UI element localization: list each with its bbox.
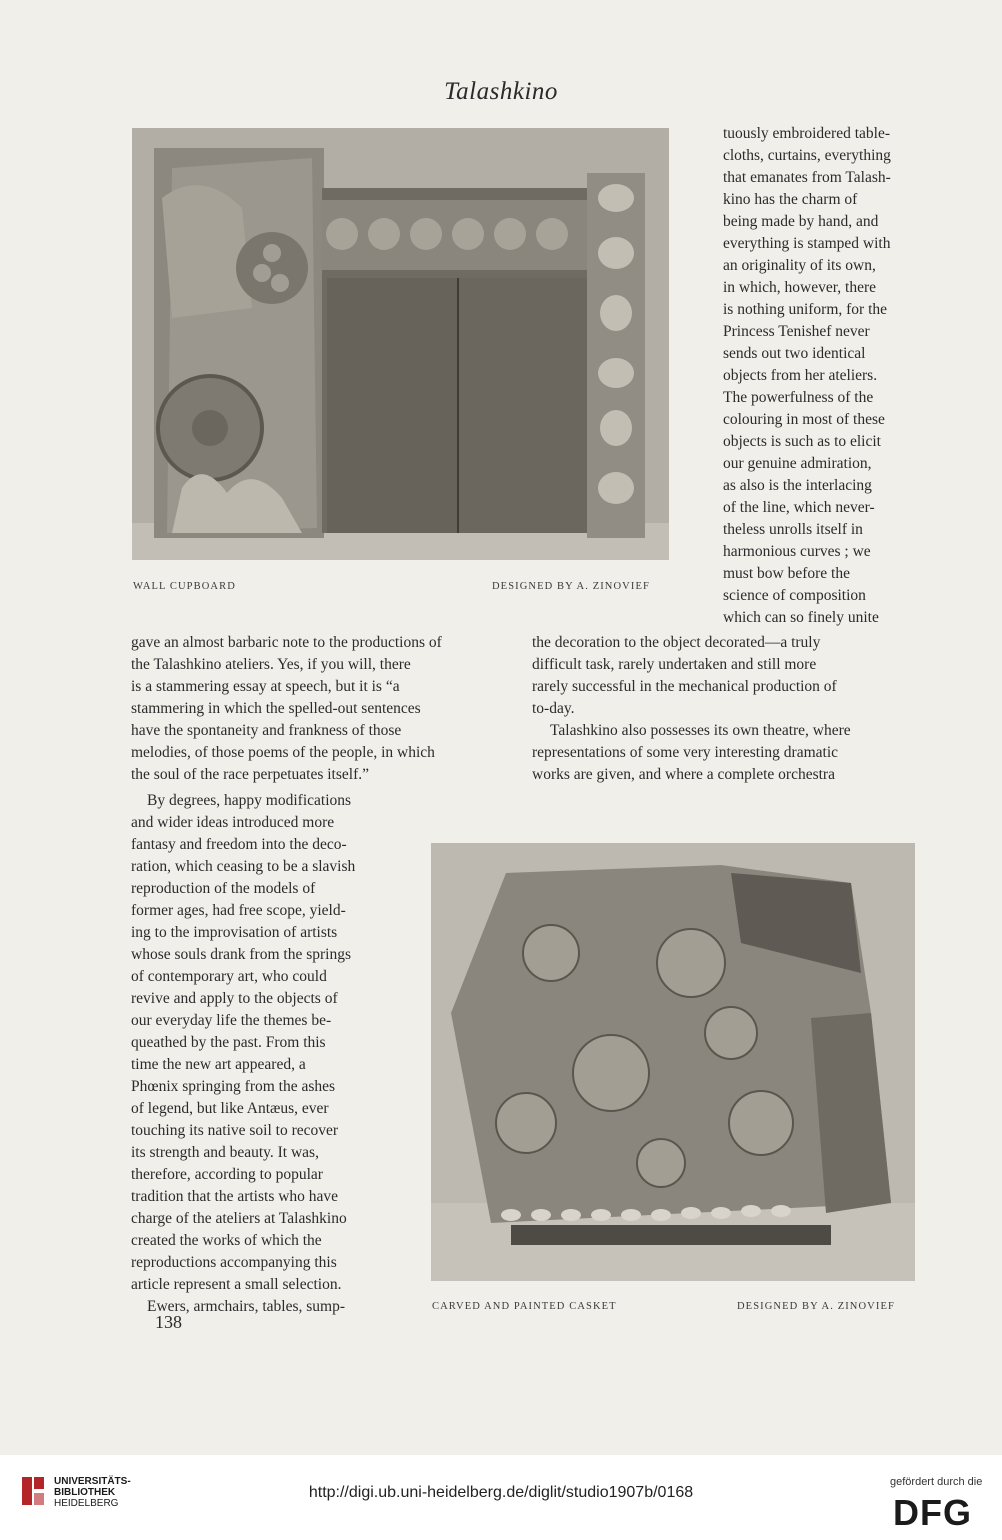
text-line: in which, however, there	[723, 279, 877, 296]
text-line: that emanates from Talash-	[723, 169, 891, 186]
text-line: harmonious curves ; we	[723, 543, 871, 560]
text-line: and wider ideas introduced more	[131, 814, 335, 831]
figure-1-caption-right: DESIGNED BY A. ZINOVIEF	[492, 581, 650, 592]
text-line: its strength and beauty. It was,	[131, 1144, 319, 1161]
text-line: whose souls drank from the springs	[131, 946, 351, 963]
text-line: Phœnix springing from the ashes	[131, 1078, 336, 1095]
text-line: reproductions accompanying this	[131, 1254, 337, 1271]
text-line: time the new art appeared, a	[131, 1056, 306, 1073]
text-line: works are given, and where a complete orchestra	[532, 766, 835, 783]
text-line: objects from her ateliers.	[723, 367, 878, 384]
text-line: Princess Tenishef never	[723, 323, 870, 340]
text-line: is nothing uniform, for the	[723, 301, 888, 318]
text-line: of the line, which never-	[723, 499, 875, 516]
text-line: science of composition	[723, 587, 866, 604]
text-line: being made by hand, and	[723, 213, 879, 230]
text-line: Ewers, armchairs, tables, sump-	[147, 1298, 345, 1315]
library-name-line: UNIVERSITÄTS-	[54, 1476, 131, 1487]
text-line: colouring in most of these	[723, 411, 885, 428]
text-line: article represent a small selection.	[131, 1276, 342, 1293]
page-number: 138	[155, 1312, 182, 1332]
source-url-link[interactable]: http://digi.ub.uni-heidelberg.de/diglit/studio1907b/0168	[308, 1484, 694, 1501]
figure-1-caption-left: WALL CUPBOARD	[133, 581, 236, 592]
text-line: former ages, had free scope, yield-	[131, 902, 346, 919]
text-line: the decoration to the object decorated—a truly	[532, 634, 821, 651]
text-line: our genuine admiration,	[723, 455, 872, 472]
text-line: revive and apply to the objects of	[131, 990, 338, 1007]
text-line: as also is the interlacing	[723, 477, 872, 494]
text-line: an originality of its own,	[723, 257, 876, 274]
left-column-lower	[131, 790, 389, 1318]
text-line: have the spontaneity and frankness of those	[131, 722, 402, 739]
left-column-upper	[131, 632, 514, 786]
figure-2-caption-right: DESIGNED BY A. ZINOVIEF	[737, 1301, 895, 1312]
text-line: rarely successful in the mechanical production of	[532, 678, 837, 695]
text-line: sends out two identical	[723, 345, 866, 362]
text-line: queathed by the past. From this	[131, 1034, 326, 1051]
text-line: of legend, but like Antæus, ever	[131, 1100, 329, 1117]
text-line: therefore, according to popular	[131, 1166, 323, 1183]
text-line: By degrees, happy modifications	[147, 792, 352, 809]
text-line: stammering in which the spelled-out sentences	[131, 700, 421, 717]
text-line: created the works of which the	[131, 1232, 322, 1249]
figure-2-caption-left: CARVED AND PAINTED CASKET	[432, 1301, 617, 1312]
text-line: the soul of the race perpetuates itself.”	[131, 766, 369, 783]
text-line: tuously embroidered table-	[723, 125, 891, 142]
text-line: must bow before the	[723, 565, 850, 582]
text-line: reproduction of the models of	[131, 880, 316, 897]
top-right-column	[723, 123, 921, 629]
text-line: ing to the improvisation of artists	[131, 924, 338, 941]
text-line: representations of some very interesting dramatic	[532, 744, 839, 761]
wall-cupboard-photo	[132, 128, 669, 560]
text-line: the Talashkino ateliers. Yes, if you will, there	[131, 656, 411, 673]
text-line: to-day.	[532, 700, 575, 717]
text-line: fantasy and freedom into the deco-	[131, 836, 347, 853]
casket-photo	[431, 843, 915, 1281]
casket-illustration	[431, 843, 915, 1281]
text-line: is a stammering essay at speech, but it is “a	[131, 678, 400, 695]
text-line: theless unrolls itself in	[723, 521, 863, 538]
text-line: everything is stamped with	[723, 235, 891, 252]
funded-by-label: gefördert durch die	[890, 1476, 983, 1488]
text-line: The powerfulness of the	[723, 389, 874, 406]
right-column-middle	[532, 632, 921, 786]
library-name-line: HEIDELBERG	[54, 1498, 119, 1509]
text-line: difficult task, rarely undertaken and still more	[532, 656, 817, 673]
text-line: cloths, curtains, everything	[723, 147, 891, 164]
text-line: of contemporary art, who could	[131, 968, 327, 985]
text-line: gave an almost barbaric note to the productions of	[131, 634, 442, 651]
text-line: tradition that the artists who have	[131, 1188, 339, 1205]
text-line: which can so finely unite	[723, 609, 879, 626]
running-title: Talashkino	[444, 78, 558, 105]
text-line: melodies, of those poems of the people, in which	[131, 744, 435, 761]
text-line: ration, which ceasing to be a slavish	[131, 858, 356, 875]
text-line: our everyday life the themes be-	[131, 1012, 332, 1029]
text-line: Talashkino also possesses its own theatre, where	[550, 722, 851, 739]
library-name-line: BIBLIOTHEK	[54, 1487, 116, 1498]
dfg-logo: DFG	[893, 1492, 972, 1533]
text-line: kino has the charm of	[723, 191, 858, 208]
wall-cupboard-illustration	[132, 128, 669, 560]
text-line: charge of the ateliers at Talashkino	[131, 1210, 347, 1227]
text-line: touching its native soil to recover	[131, 1122, 339, 1139]
text-line: objects is such as to elicit	[723, 433, 881, 450]
